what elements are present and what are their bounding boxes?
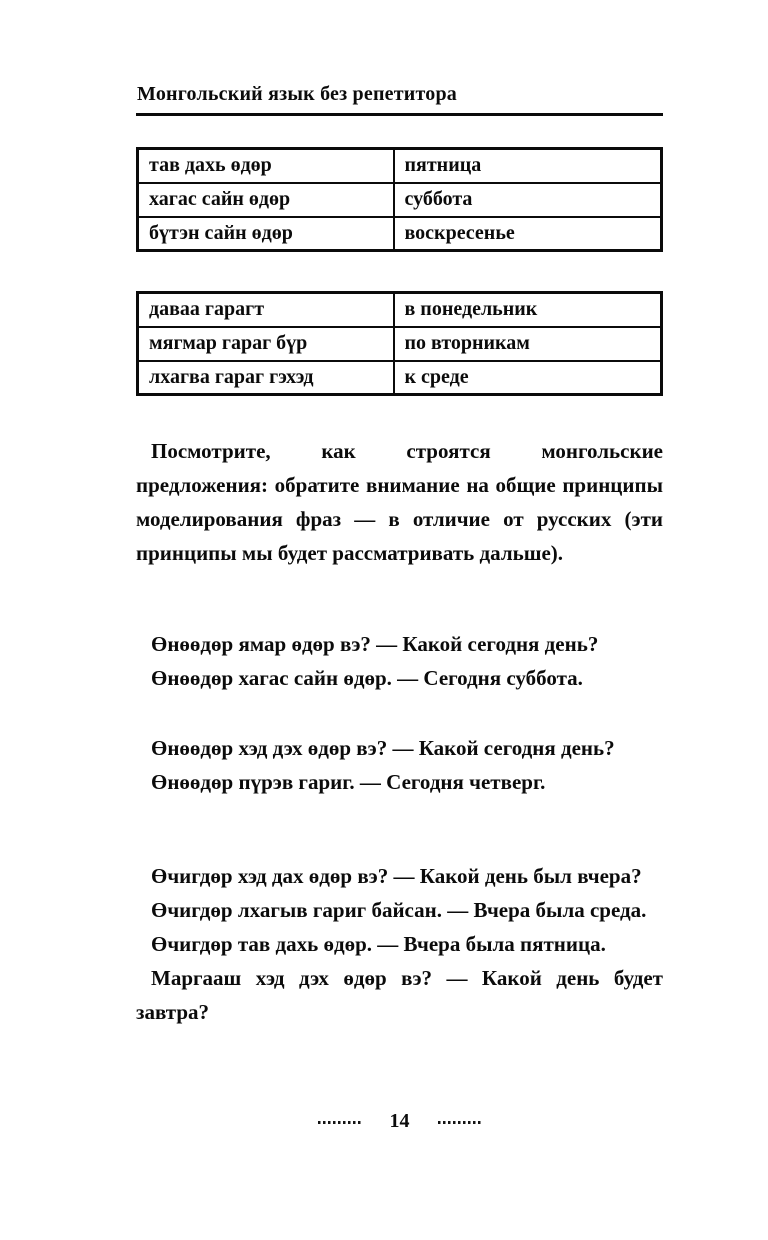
ru-translation-cell: воскресенье bbox=[394, 217, 662, 251]
vocabulary-table-weekday-cases bbox=[136, 291, 663, 396]
dialogue-group-3 bbox=[136, 859, 663, 1029]
vocabulary-table-weekdays bbox=[136, 147, 663, 252]
ru-translation-cell: суббота bbox=[394, 183, 662, 217]
dialogue-group-2 bbox=[136, 731, 663, 799]
running-head-title: Монгольский язык без репетитора bbox=[137, 83, 457, 105]
table-row bbox=[138, 149, 662, 183]
footer-ornament-dots-right bbox=[438, 1121, 482, 1124]
ru-translation-cell: по вторникам bbox=[394, 327, 662, 361]
mn-term-cell: лхагва гараг гэхэд bbox=[138, 361, 394, 395]
table-row bbox=[138, 183, 662, 217]
mn-term-cell: мягмар гараг бүр bbox=[138, 327, 394, 361]
ru-translation-cell: пятница bbox=[394, 149, 662, 183]
dialogue-line: Өчигдөр лхагыв гариг байсан. — Вчера была среда. bbox=[151, 898, 647, 922]
dialogue-line: Маргааш хэд дэх өдөр вэ? — Какой день будет завтра? bbox=[136, 966, 663, 1024]
mn-term-cell: бүтэн сайн өдөр bbox=[138, 217, 394, 251]
mn-term-cell: даваа гарагт bbox=[138, 293, 394, 327]
dialogue-line: Өнөөдөр хэд дэх өдөр вэ? — Какой сегодня день? bbox=[151, 736, 615, 760]
dialogue-line: Өчигдөр хэд дах өдөр вэ? — Какой день был вчера? bbox=[151, 864, 642, 888]
table-row bbox=[138, 217, 662, 251]
dialogue-line: Өнөөдөр пүрэв гариг. — Сегодня четверг. bbox=[151, 770, 546, 794]
mn-term-cell: тав дахь өдөр bbox=[138, 149, 394, 183]
dialogue-line: Өнөөдөр ямар өдөр вэ? — Какой сегодня день? bbox=[151, 632, 599, 656]
ru-translation-cell: в понедельник bbox=[394, 293, 662, 327]
ru-translation-cell: к среде bbox=[394, 361, 662, 395]
footer-ornament-dots-left bbox=[318, 1121, 362, 1124]
page-footer bbox=[136, 1104, 663, 1138]
dialogue-line: Өчигдөр тав дахь өдөр. — Вчера была пятница. bbox=[151, 932, 606, 956]
page-number: 14 bbox=[389, 1110, 410, 1132]
dialogue-line: Өнөөдөр хагас сайн өдөр. — Сегодня суббота. bbox=[151, 666, 583, 690]
mn-term-cell: хагас сайн өдөр bbox=[138, 183, 394, 217]
dialogue-group-1 bbox=[136, 627, 663, 695]
table-row bbox=[138, 327, 662, 361]
running-head-rule bbox=[136, 113, 663, 116]
table-row bbox=[138, 361, 662, 395]
table-row bbox=[138, 293, 662, 327]
intro-paragraph: Посмотрите, как строятся монгольские предложения: обратите внимание на общие принципы моделирования фраз — в отличие от русских (эти принципы мы будет рассматривать дальше). bbox=[136, 439, 663, 565]
